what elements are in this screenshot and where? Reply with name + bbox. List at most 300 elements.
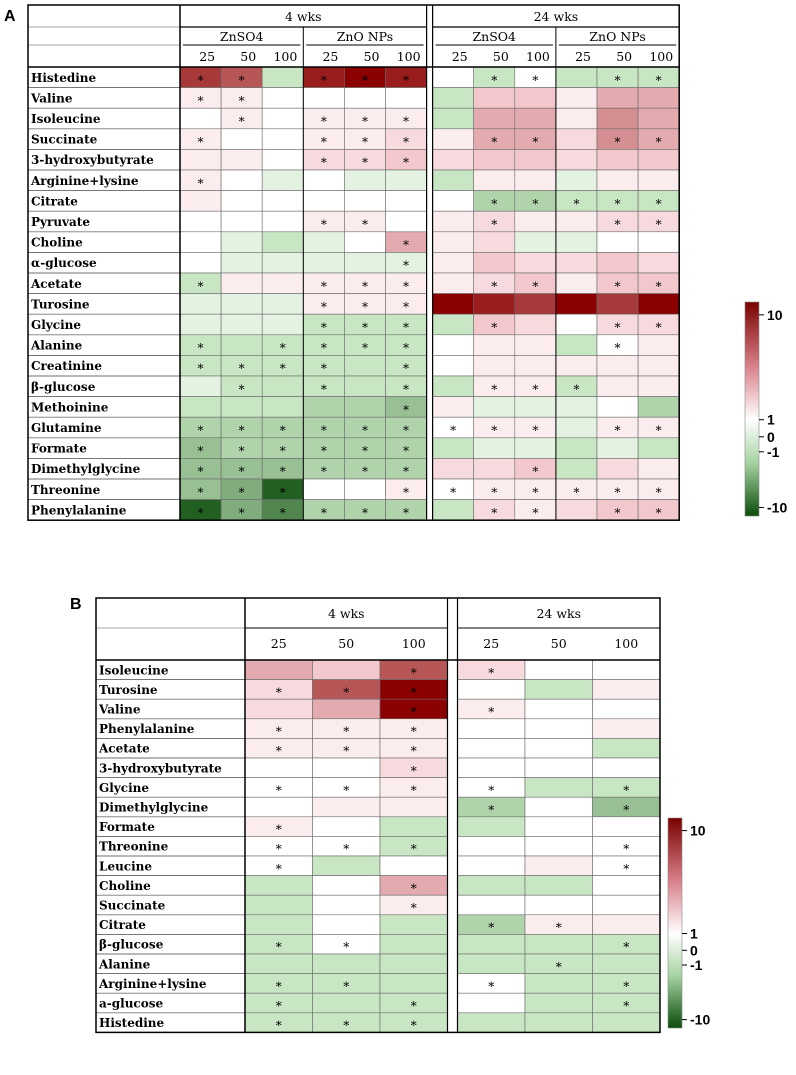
panel-b-cell bbox=[525, 719, 593, 739]
panel-a-cell bbox=[597, 376, 638, 397]
panel-b-cell bbox=[458, 758, 526, 778]
panel-a-cell bbox=[221, 149, 262, 170]
panel-a-row-label: Dimethylglycine bbox=[31, 462, 141, 477]
panel-b-cell bbox=[458, 680, 526, 700]
panel-a-cell bbox=[638, 170, 679, 191]
panel-b-cell bbox=[313, 915, 381, 935]
panel-a-cell bbox=[433, 129, 474, 150]
panel-a-cell bbox=[344, 170, 385, 191]
panel-a-cell bbox=[386, 191, 427, 212]
panel-a-cell bbox=[221, 232, 262, 253]
panel-a-significance-mark: * bbox=[197, 279, 204, 294]
panel-a-cell bbox=[433, 108, 474, 129]
panel-b-row-label: Phenylalanine bbox=[99, 722, 195, 737]
panel-a-colorbar-tick-label: -10 bbox=[767, 499, 788, 516]
panel-b-significance-mark: * bbox=[488, 665, 495, 680]
panel-b-significance-mark: * bbox=[555, 959, 562, 974]
panel-a-cell bbox=[556, 149, 597, 170]
panel-a-row-label: Creatinine bbox=[31, 359, 103, 374]
panel-a-significance-mark: * bbox=[655, 485, 662, 500]
panel-a-significance-mark: * bbox=[491, 196, 498, 211]
panel-a-cell bbox=[556, 129, 597, 150]
panel-a-significance-mark: * bbox=[279, 444, 286, 459]
panel-a-subgroup-label: ZnSO4 bbox=[219, 29, 264, 44]
panel-a-cell bbox=[262, 88, 303, 109]
panel-b-colorbar-tick-label: 0 bbox=[690, 942, 698, 959]
panel-a-cell bbox=[556, 232, 597, 253]
panel-b-significance-mark: * bbox=[275, 822, 282, 837]
panel-a-cell bbox=[386, 88, 427, 109]
panel-a-subgroup-label: ZnSO4 bbox=[472, 29, 516, 44]
panel-a-significance-mark: * bbox=[361, 217, 368, 232]
panel-a-significance-mark: * bbox=[491, 382, 498, 397]
panel-b-significance-mark: * bbox=[410, 881, 417, 896]
panel-b-significance-mark: * bbox=[623, 861, 630, 876]
panel-b-row-label: Glycine bbox=[99, 780, 150, 795]
panel-a-significance-mark: * bbox=[320, 73, 327, 88]
panel-b-cell bbox=[313, 856, 381, 876]
panel-b-significance-mark: * bbox=[488, 783, 495, 798]
panel-a-significance-mark: * bbox=[238, 114, 245, 129]
panel-a-significance-mark: * bbox=[614, 485, 621, 500]
panel-a-cell bbox=[597, 170, 638, 191]
panel-b-significance-mark: * bbox=[343, 842, 350, 857]
panel-a-row-label: Citrate bbox=[31, 194, 78, 209]
panel-b-significance-mark: * bbox=[343, 783, 350, 798]
panel-a-cell bbox=[433, 376, 474, 397]
panel-b-cell bbox=[593, 954, 661, 974]
panel-a-cell bbox=[556, 170, 597, 191]
panel-a-cell bbox=[474, 170, 515, 191]
panel-b-cell bbox=[380, 797, 448, 817]
panel-b-significance-mark: * bbox=[623, 940, 630, 955]
panel-b-cell bbox=[593, 680, 661, 700]
panel-a-cell bbox=[262, 273, 303, 294]
panel-a-significance-mark: * bbox=[655, 505, 662, 520]
panel-a-cell bbox=[433, 314, 474, 335]
panel-a-significance-mark: * bbox=[403, 73, 410, 88]
panel-a-cell bbox=[386, 211, 427, 232]
panel-a-cell bbox=[556, 500, 597, 521]
panel-b-significance-mark: * bbox=[488, 920, 495, 935]
panel-a-significance-mark: * bbox=[450, 423, 457, 438]
panel-a-row-label: α-glucose bbox=[31, 256, 97, 271]
panel-a-significance-mark: * bbox=[361, 320, 368, 335]
panel-b-colorbar-tick-label: -1 bbox=[690, 957, 703, 973]
panel-a-significance-mark: * bbox=[320, 361, 327, 376]
panel-a-cell bbox=[180, 294, 221, 315]
panel-a-significance-mark: * bbox=[532, 464, 539, 479]
panel-b-significance-mark: * bbox=[343, 979, 350, 994]
panel-a-cell bbox=[556, 67, 597, 88]
panel-a-cell bbox=[433, 232, 474, 253]
panel-a-significance-mark: * bbox=[403, 238, 410, 253]
panel-a-significance-mark: * bbox=[320, 341, 327, 356]
panel-a-significance-mark: * bbox=[238, 423, 245, 438]
panel-b-colorbar-tick-label: 10 bbox=[690, 822, 706, 839]
panel-a-cell bbox=[515, 211, 556, 232]
panel-a-cell bbox=[262, 67, 303, 88]
panel-b-cell bbox=[245, 876, 313, 896]
panel-a-significance-mark: * bbox=[573, 382, 580, 397]
panel-b-row-label: Citrate bbox=[99, 918, 146, 933]
panel-a-cell bbox=[433, 458, 474, 479]
panel-b-significance-mark: * bbox=[488, 705, 495, 719]
panel-a-cell bbox=[262, 191, 303, 212]
panel-b-row-label: Choline bbox=[99, 878, 151, 893]
panel-b-significance-mark: * bbox=[623, 999, 630, 1013]
panel-b-cell bbox=[245, 895, 313, 915]
panel-b-significance-mark: * bbox=[410, 724, 417, 739]
panel-a-cell bbox=[474, 294, 515, 315]
panel-a-significance-mark: * bbox=[279, 423, 286, 438]
panel-a-significance-mark: * bbox=[614, 196, 621, 211]
panel-a-cell bbox=[221, 397, 262, 418]
panel-a-significance-mark: * bbox=[655, 73, 662, 88]
panel-b-cell bbox=[458, 719, 526, 739]
panel-a-significance-mark: * bbox=[361, 299, 368, 314]
panel-a-cell bbox=[303, 479, 344, 500]
panel-b-significance-mark: * bbox=[410, 901, 417, 915]
panel-a-significance-mark: * bbox=[573, 196, 580, 211]
panel-b-cell bbox=[593, 895, 661, 915]
panel-a-significance-mark: * bbox=[491, 217, 498, 232]
panel-a-significance-mark: * bbox=[655, 423, 662, 438]
panel-a-cell bbox=[433, 273, 474, 294]
panel-b-cell bbox=[593, 660, 661, 680]
panel-b-significance-mark: * bbox=[343, 685, 350, 700]
panel-a-significance-mark: * bbox=[403, 382, 410, 397]
panel-a-cell bbox=[433, 191, 474, 212]
panel-b-row-label: Isoleucine bbox=[99, 663, 169, 678]
panel-b-significance-mark: * bbox=[343, 940, 350, 955]
panel-b-cell bbox=[245, 797, 313, 817]
panel-a-significance-mark: * bbox=[403, 114, 410, 129]
panel-b-significance-mark: * bbox=[410, 705, 417, 719]
panel-a-significance-mark: * bbox=[614, 73, 621, 88]
panel-a-significance-mark: * bbox=[197, 361, 204, 376]
panel-a-dose-label: 25 bbox=[322, 49, 339, 64]
panel-b-row-label: Leucine bbox=[99, 859, 153, 874]
panel-a-cell bbox=[597, 232, 638, 253]
panel-a-significance-mark: * bbox=[403, 279, 410, 294]
panel-a-significance-mark: * bbox=[491, 135, 498, 150]
panel-b-cell bbox=[525, 758, 593, 778]
panel-a-cell bbox=[221, 252, 262, 273]
panel-b-significance-mark: * bbox=[410, 744, 417, 759]
panel-a-cell bbox=[515, 149, 556, 170]
panel-a-cell bbox=[515, 294, 556, 315]
panel-b-cell bbox=[593, 699, 661, 719]
panel-a-significance-mark: * bbox=[361, 73, 368, 88]
panel-a-cell bbox=[638, 335, 679, 356]
panel-a-cell bbox=[433, 500, 474, 521]
panel-a-significance-mark: * bbox=[403, 361, 410, 376]
panel-a-cell bbox=[386, 170, 427, 191]
panel-a-cell bbox=[556, 335, 597, 356]
panel-a-significance-mark: * bbox=[403, 402, 410, 417]
panel-a-significance-mark: * bbox=[450, 485, 457, 500]
panel-a-significance-mark: * bbox=[655, 320, 662, 335]
panel-a-significance-mark: * bbox=[532, 73, 539, 88]
panel-a-cell bbox=[433, 355, 474, 376]
panel-b-cell bbox=[380, 934, 448, 954]
panel-b-cell bbox=[458, 738, 526, 758]
panel-a-significance-mark: * bbox=[320, 279, 327, 294]
panel-a-cell bbox=[556, 294, 597, 315]
panel-a-significance-mark: * bbox=[361, 464, 368, 479]
panel-a-cell bbox=[221, 273, 262, 294]
panel-a-cell bbox=[556, 438, 597, 459]
panel-b-significance-mark: * bbox=[410, 665, 417, 680]
panel-a-cell bbox=[180, 191, 221, 212]
panel-b-significance-mark: * bbox=[410, 763, 417, 778]
panel-a-cell bbox=[433, 211, 474, 232]
panel-a-significance-mark: * bbox=[361, 341, 368, 356]
panel-b-significance-mark: * bbox=[555, 920, 562, 935]
panel-b-cell bbox=[525, 1013, 593, 1033]
panel-a-cell bbox=[433, 170, 474, 191]
panel-a-significance-mark: * bbox=[361, 444, 368, 459]
panel-a-row-label: Valine bbox=[31, 91, 73, 106]
panel-a-cell bbox=[474, 458, 515, 479]
panel-a-cell bbox=[180, 376, 221, 397]
panel-b-significance-mark: * bbox=[623, 842, 630, 857]
panel-a-cell bbox=[556, 314, 597, 335]
panel-a-significance-mark: * bbox=[197, 93, 204, 108]
panel-a-cell bbox=[474, 252, 515, 273]
panel-b-row-label: β-glucose bbox=[99, 937, 164, 952]
panel-a-significance-mark: * bbox=[320, 464, 327, 479]
panel-b-row-label: Valine bbox=[99, 702, 141, 717]
panel-a-row-label: Isoleucine bbox=[31, 112, 101, 126]
panel-a-group-label: 4 wks bbox=[284, 9, 322, 24]
panel-a-cell bbox=[303, 252, 344, 273]
panel-a-significance-mark: * bbox=[279, 464, 286, 479]
panel-a-row-label: Pyruvate bbox=[31, 215, 90, 229]
panel-a-cell bbox=[597, 355, 638, 376]
panel-b-row-label: Arginine+lysine bbox=[99, 976, 207, 991]
panel-a-colorbar bbox=[745, 302, 759, 516]
panel-b-cell bbox=[245, 758, 313, 778]
panel-b-cell bbox=[313, 817, 381, 837]
panel-a-significance-mark: * bbox=[238, 93, 245, 108]
panel-b-significance-mark: * bbox=[343, 744, 350, 759]
panel-a-significance-mark: * bbox=[403, 135, 410, 150]
panel-a-cell bbox=[515, 170, 556, 191]
panel-a-significance-mark: * bbox=[532, 279, 539, 294]
panel-a-colorbar-tick-label: 10 bbox=[767, 306, 783, 323]
panel-b-cell bbox=[525, 934, 593, 954]
panel-a-row-label: Glycine bbox=[31, 318, 82, 332]
panel-b-dose-label: 25 bbox=[270, 636, 287, 651]
panel-a-cell bbox=[597, 88, 638, 109]
panel-b-cell bbox=[458, 836, 526, 856]
panel-b-colorbar bbox=[668, 818, 682, 1028]
panel-b-cell bbox=[593, 1013, 661, 1033]
panel-a-cell bbox=[433, 149, 474, 170]
panel-a-cell bbox=[638, 355, 679, 376]
panel-a-cell bbox=[344, 397, 385, 418]
panel-a-cell bbox=[262, 252, 303, 273]
panel-a-cell bbox=[638, 149, 679, 170]
panel-b-cell bbox=[245, 699, 313, 719]
panel-b-row-label: Threonine bbox=[99, 839, 169, 854]
panel-a-cell bbox=[638, 88, 679, 109]
panel-a-cell bbox=[180, 108, 221, 129]
panel-b-cell bbox=[525, 660, 593, 680]
panel-a-significance-mark: * bbox=[197, 73, 204, 88]
panel-a-significance-mark: * bbox=[403, 155, 410, 170]
panel-b-row-label: Succinate bbox=[99, 898, 166, 913]
panel-a-significance-mark: * bbox=[238, 382, 245, 397]
panel-a-significance-mark: * bbox=[614, 135, 621, 150]
panel-a-significance-mark: * bbox=[403, 299, 410, 314]
panel-a-cell bbox=[638, 108, 679, 129]
panel-a-significance-mark: * bbox=[655, 217, 662, 232]
panel-a-cell bbox=[474, 108, 515, 129]
panel-a-cell bbox=[515, 252, 556, 273]
panel-a-cell bbox=[344, 232, 385, 253]
panel-a-significance-mark: * bbox=[197, 135, 204, 150]
panel-b-significance-mark: * bbox=[488, 979, 495, 994]
panel-a-significance-mark: * bbox=[197, 423, 204, 438]
panel-a-cell bbox=[344, 376, 385, 397]
panel-b-cell bbox=[525, 738, 593, 758]
panel-a-cell bbox=[262, 314, 303, 335]
panel-a-cell bbox=[597, 294, 638, 315]
panel-a-significance-mark: * bbox=[532, 135, 539, 150]
panel-b-row-label: Turosine bbox=[99, 682, 158, 697]
panel-a-significance-mark: * bbox=[197, 505, 204, 520]
panel-b-row-label: a-glucose bbox=[99, 996, 164, 1011]
panel-a-significance-mark: * bbox=[403, 258, 410, 273]
panel-a-cell bbox=[262, 232, 303, 253]
panel-a-dose-label: 25 bbox=[451, 49, 468, 64]
panel-a-colorbar-tick-label: 0 bbox=[767, 428, 775, 445]
panel-a-colorbar-tick-label: -1 bbox=[767, 443, 780, 460]
panel-b-heatmap bbox=[96, 598, 710, 1033]
panel-a-row-label: Acetate bbox=[31, 276, 82, 291]
panel-a-letter: A bbox=[4, 8, 16, 25]
panel-a-significance-mark: * bbox=[532, 196, 539, 211]
panel-a-cell bbox=[556, 417, 597, 438]
panel-b-row-label: 3-hydroxybutyrate bbox=[99, 761, 222, 776]
panel-a-significance-mark: * bbox=[532, 423, 539, 438]
panel-a-cell bbox=[474, 355, 515, 376]
panel-b-cell bbox=[593, 758, 661, 778]
panel-a-significance-mark: * bbox=[403, 505, 410, 520]
panel-a-significance-mark: * bbox=[238, 73, 245, 88]
panel-a-cell bbox=[262, 211, 303, 232]
panel-b-colorbar-tick-label: -10 bbox=[690, 1011, 711, 1028]
panel-a-cell bbox=[221, 191, 262, 212]
panel-a-dose-label: 50 bbox=[240, 49, 257, 64]
panel-a-group-label: 24 wks bbox=[533, 9, 579, 24]
panel-a-cell bbox=[262, 149, 303, 170]
panel-b-dose-label: 25 bbox=[483, 636, 500, 651]
panel-a-cell bbox=[433, 438, 474, 459]
panel-b-cell bbox=[593, 738, 661, 758]
panel-a-cell bbox=[344, 479, 385, 500]
panel-b-cell bbox=[458, 876, 526, 896]
panel-b-significance-mark: * bbox=[275, 999, 282, 1013]
panel-b-significance-mark: * bbox=[488, 803, 495, 817]
panel-b-cell bbox=[458, 934, 526, 954]
panel-a-cell bbox=[433, 252, 474, 273]
panel-a-cell bbox=[515, 108, 556, 129]
panel-a-dose-label: 50 bbox=[616, 49, 633, 64]
panel-b-row-label: Acetate bbox=[99, 741, 150, 756]
panel-b-significance-mark: * bbox=[275, 940, 282, 955]
panel-a-cell bbox=[474, 438, 515, 459]
panel-a-significance-mark: * bbox=[361, 505, 368, 520]
panel-a-significance-mark: * bbox=[532, 485, 539, 500]
panel-b-cell bbox=[525, 993, 593, 1013]
panel-a-significance-mark: * bbox=[614, 423, 621, 438]
panel-b-cell bbox=[458, 993, 526, 1013]
panel-a-cell bbox=[638, 397, 679, 418]
panel-a-cell bbox=[433, 88, 474, 109]
panel-a-cell bbox=[180, 252, 221, 273]
panel-a-significance-mark: * bbox=[614, 341, 621, 356]
panel-b-significance-mark: * bbox=[623, 979, 630, 994]
panel-a-subgroup-label: ZnO NPs bbox=[589, 29, 646, 44]
panel-a-significance-mark: * bbox=[361, 155, 368, 170]
panel-b-cell bbox=[380, 817, 448, 837]
panel-a-significance-mark: * bbox=[238, 444, 245, 459]
panel-a-cell bbox=[556, 252, 597, 273]
panel-a-significance-mark: * bbox=[491, 505, 498, 520]
panel-a-cell bbox=[556, 108, 597, 129]
panel-a-row-label: Arginine+lysine bbox=[31, 173, 139, 188]
panel-a-significance-mark: * bbox=[197, 176, 204, 191]
panel-b-cell bbox=[245, 660, 313, 680]
panel-a-cell bbox=[221, 170, 262, 191]
panel-b-group-label: 4 wks bbox=[327, 606, 365, 621]
panel-a-significance-mark: * bbox=[238, 485, 245, 500]
panel-a-subgroup-label: ZnO NPs bbox=[336, 29, 394, 44]
panel-a-dose-label: 25 bbox=[575, 49, 591, 64]
panel-a-significance-mark: * bbox=[238, 361, 245, 376]
panel-a-cell bbox=[221, 314, 262, 335]
panel-b-cell bbox=[525, 895, 593, 915]
panel-a-significance-mark: * bbox=[320, 505, 327, 520]
panel-a-dose-label: 100 bbox=[649, 49, 674, 64]
panel-a-cell bbox=[638, 438, 679, 459]
panel-a-significance-mark: * bbox=[614, 279, 621, 294]
panel-a-row-label: 3-hydroxybutyrate bbox=[31, 153, 154, 168]
panel-a-cell bbox=[597, 438, 638, 459]
panel-a-cell bbox=[344, 355, 385, 376]
panel-a-significance-mark: * bbox=[320, 299, 327, 314]
panel-a-significance-mark: * bbox=[361, 135, 368, 150]
panel-a-cell bbox=[638, 376, 679, 397]
panel-a-cell bbox=[556, 211, 597, 232]
panel-a-cell bbox=[515, 232, 556, 253]
panel-a-cell bbox=[303, 232, 344, 253]
panel-a-dose-label: 100 bbox=[396, 49, 421, 64]
panel-b-cell bbox=[458, 954, 526, 974]
panel-b-significance-mark: * bbox=[410, 783, 417, 798]
panel-a-significance-mark: * bbox=[403, 485, 410, 500]
panel-a-significance-mark: * bbox=[361, 114, 368, 129]
panel-a-cell bbox=[180, 314, 221, 335]
panel-b-cell bbox=[380, 856, 448, 876]
panel-b-significance-mark: * bbox=[275, 979, 282, 994]
panel-b-cell bbox=[593, 876, 661, 896]
panel-b-row-label: Formate bbox=[99, 820, 155, 835]
